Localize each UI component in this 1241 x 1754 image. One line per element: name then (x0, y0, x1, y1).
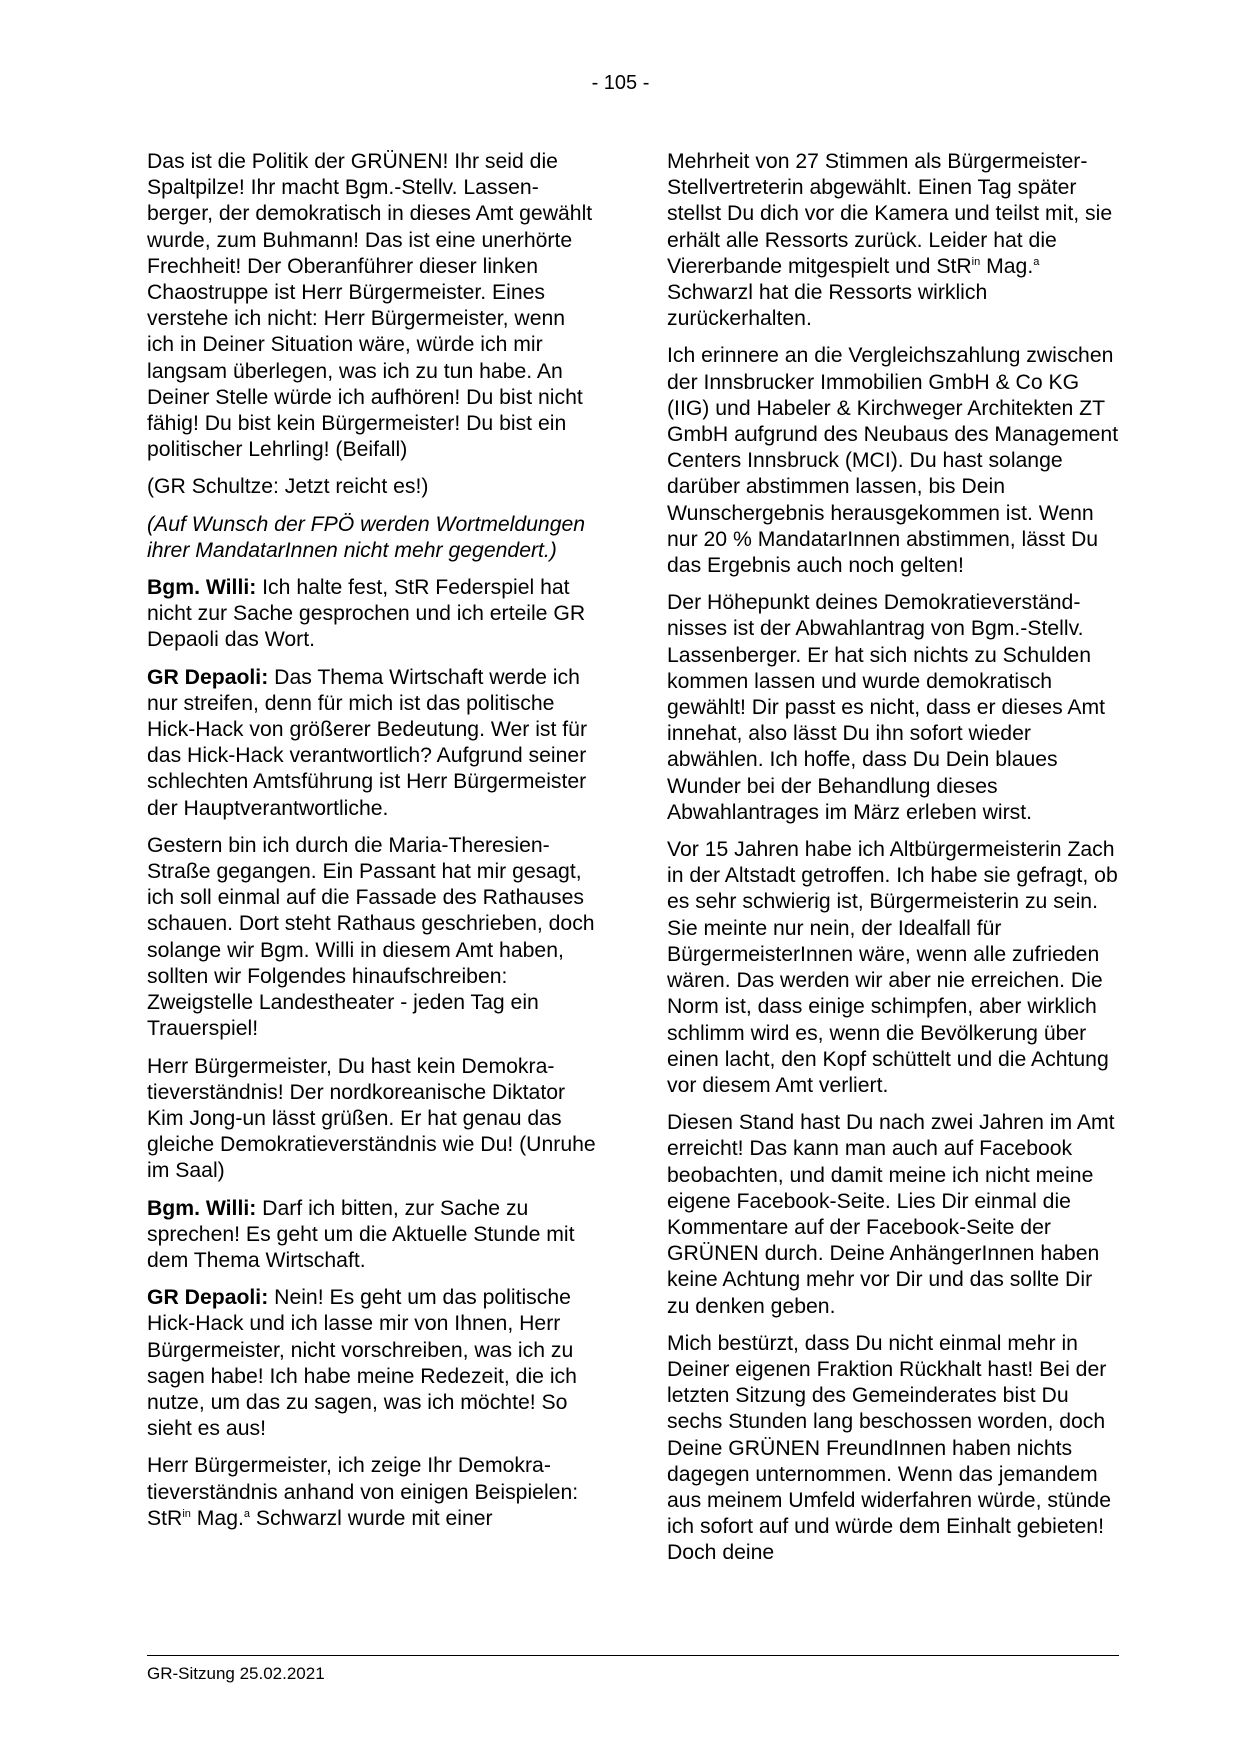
speaker-name: Bgm. Willi: (147, 576, 257, 600)
text-run: Schwarzl wurde mit einer (250, 1506, 493, 1530)
editorial-note: (Auf Wunsch der FPÖ werden Wortmeldungen ihrer MandatarInnen nicht mehr gegendert.) (147, 512, 586, 562)
speech-text: Darf ich bitten, zur Sache zu sprechen! Es geht um die Aktuelle Stunde mit dem Thema Wirtschaft. (147, 1196, 575, 1272)
speech-paragraph (147, 1285, 597, 1442)
speech-text: Nein! Es geht um das politische Hick-Hack und ich lasse mir von Ihnen, Herr Bürgermeister, nicht vorschreiben, was ich zu sagen habe! Ich habe meine Redezeit, die ich nutze, um das zu sagen, was ich möchte! So sieht es aus! (147, 1286, 577, 1441)
interjection: (GR Schultze: Jetzt reicht es!) (147, 475, 429, 499)
left-column (147, 149, 597, 1543)
superscript: in (971, 255, 981, 268)
paragraph: Gestern bin ich durch die Maria-Theresien-Straße gegangen. Ein Passant hat mir gesagt, ich soll einmal auf die Fassade des Rathauses schauen. Dort steht Rathaus geschrieben, doch solange wir Bgm. Willi in diesem Amt haben, sollten wir Folgendes hinaufschreiben: Zweigstelle Landestheater - jeden Tag ein Trauerspiel! (147, 833, 595, 1041)
text-run: Schwarzl hat die Ressorts wirklich zurückerhalten. (667, 281, 988, 331)
speech-paragraph (147, 575, 597, 654)
paragraph: Herr Bürgermeister, Du hast kein Demokratieverständnis! Der nordkoreanische Diktator Kim Jong-un lässt grüßen. Er hat genau das gleiche Demokratieverständnis wie Du! (Unruhe im Saal) (147, 1054, 596, 1183)
footer-text: GR-Sitzung 25.02.2021 (147, 1664, 325, 1683)
right-column (667, 149, 1119, 1578)
page-number: - 105 - (591, 72, 650, 94)
paragraph: Vor 15 Jahren habe ich Altbürgermeisterin Zach in der Altstadt getroffen. Ich habe sie gefragt, ob es sehr schwierig ist, Bürgermeisterin zu sein. Sie meinte nur nein, der Idealfall für BürgermeisterInnen wäre, wenn alle zufrieden wären. Das werden wir aber nie erreichen. Die Norm ist, dass einige schimpfen, aber wirklich schlimm wird es, wenn die Bevölkerung über einen lacht, den Kopf schüttelt und die Achtung vor diesem Amt verliert. (667, 838, 1118, 1097)
paragraph: Mich bestürzt, dass Du nicht einmal mehr in Deiner eigenen Fraktion Rückhalt hast! Bei der letzten Sitzung des Gemeinderates bist Du sechs Stunden lang beschossen worden, doch Deine GRÜNEN FreundInnen haben nichts dagegen unternommen. Wenn das jemandem aus meinem Umfeld widerfahren würde, stünde ich sofort auf und würde dem Einhalt gebieten! Doch deine (667, 1331, 1111, 1565)
paragraph: Der Höhepunkt deines Demokratieverständnisses ist der Abwahlantrag von Bgm.-Stellv. Lassenberger. Er hat sich nichts zu Schulden kommen lassen und wurde demokratisch gewählt! Dir passt es nicht, dass er dieses Amt innehat, also lässt Du ihn sofort wieder abwählen. Ich hoffe, dass Du Dein blaues Wunder bei der Behandlung dieses Abwahlantrages im März erleben wirst. (667, 591, 1106, 824)
text-run: Mehrheit von 27 Stimmen als Bürgermeister-Stellvertreterin abgewählt. Einen Tag später stellst Du dich vor die Kamera und teilst mit, sie erhält alle Ressorts zurück. Leider hat die Viererbande mitgespielt und StR (667, 150, 1113, 278)
superscript: in (182, 1507, 191, 1520)
speech-paragraph (147, 665, 597, 822)
speech-paragraph (147, 1196, 597, 1275)
paragraph: Diesen Stand hast Du nach zwei Jahren im Amt erreicht! Das kann man auch auf Facebook beobachten, und damit meine ich nicht meine eigene Facebook-Seite. Lies Dir einmal die Kommentare auf der Facebook-Seite der GRÜNEN durch. Deine AnhängerInnen haben keine Achtung mehr vor Dir und das sollte Dir zu denken geben. (667, 1111, 1115, 1318)
text-run: Herr Bürgermeister, ich zeige Ihr Demokratieverständnis anhand von einigen Beispielen: StR (147, 1454, 579, 1530)
footer-divider (147, 1655, 1119, 1656)
paragraph (667, 149, 1119, 332)
speaker-name: GR Depaoli: (147, 665, 269, 689)
superscript: a (243, 1507, 251, 1520)
superscript: a (1033, 255, 1040, 268)
text-run: Mag. (190, 1506, 244, 1530)
paragraph (147, 1453, 597, 1532)
text-run: Mag. (980, 254, 1034, 278)
paragraph: Ich erinnere an die Vergleichszahlung zwischen der Innsbrucker Immobilien GmbH & Co KG (IIG) und Habeler & Kirchweger Architekten ZT GmbH aufgrund des Neubaus des Management Centers Innsbruck (MCI). Du hast solange darüber abstimmen lassen, bis Dein Wunschergebnis herausgekommen ist. Wenn nur 20 % MandatarInnen abstimmen, lässt Du das Ergebnis auch noch gelten! (667, 344, 1119, 578)
speaker-name: GR Depaoli: (147, 1286, 269, 1310)
speech-text: Das Thema Wirtschaft werde ich nur streifen, denn für mich ist das politische Hick-Hack von größerer Bedeutung. Wer ist für das Hick-Hack verantwortlich? Aufgrund seiner schlechten Amtsführung ist Herr Bürgermeister der Hauptverantwortliche. (147, 665, 588, 820)
speaker-name: Bgm. Willi: (147, 1196, 257, 1220)
speech-text: Ich halte fest, StR Federspiel hat nicht zur Sache gesprochen und ich erteile GR Depaoli das Wort. (147, 576, 586, 652)
paragraph: Das ist die Politik der GRÜNEN! Ihr seid die Spaltpilze! Ihr macht Bgm.-Stellv. Lassenberger, der demokratisch in dieses Amt gewählt wurde, zum Buhmann! Das ist eine unerhörte Frechheit! Der Oberanführer dieser linken Chaostruppe ist Herr Bürgermeister. Eines verstehe ich nicht: Herr Bürgermeister, wenn ich in Deiner Situation wäre, würde ich mir langsam überlegen, was ich zu tun habe. An Deiner Stelle würde ich aufhören! Du bist nicht fähig! Du bist kein Bürgermeister! Du bist ein politischer Lehrling! (Beifall) (147, 150, 593, 462)
